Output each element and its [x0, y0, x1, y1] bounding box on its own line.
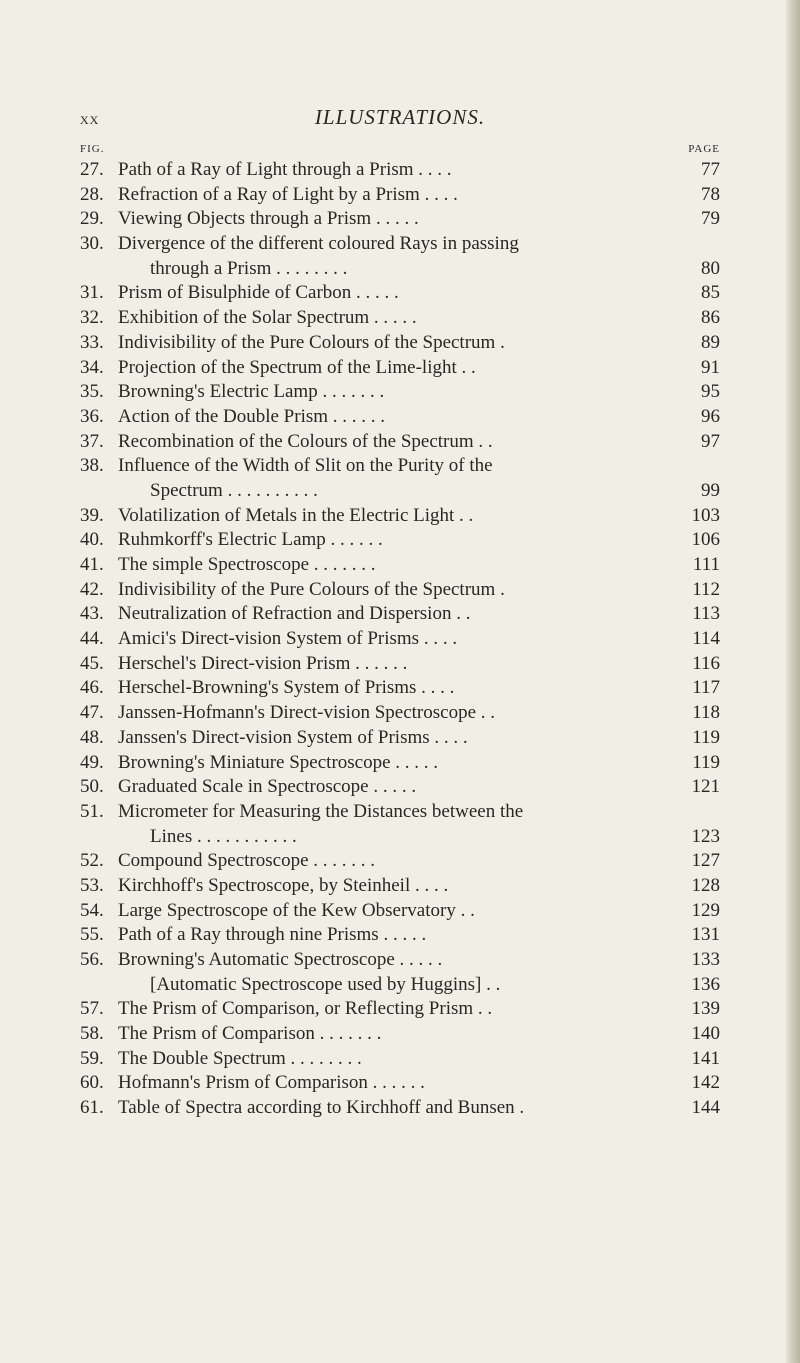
list-item: [80, 849, 720, 874]
list-item: [80, 923, 720, 948]
figure-title: Recombination of the Colours of the Spectrum . .: [118, 430, 493, 452]
list-item: [80, 578, 720, 603]
page-reference: 111: [692, 554, 720, 575]
page-reference: 91: [701, 356, 720, 378]
figure-title: Browning's Automatic Spectroscope . . . . .: [118, 949, 443, 970]
figure-title: Path of a Ray of Light through a Prism . . . .: [118, 159, 452, 180]
page-reference: 136: [691, 973, 720, 995]
page-reference: 118: [692, 702, 720, 724]
figure-title: Divergence of the different coloured Rays in passing: [118, 233, 519, 255]
list-item: [80, 553, 720, 578]
page-edge: [786, 0, 800, 1363]
page-reference: 112: [692, 578, 720, 600]
page-title: ILLUSTRATIONS.: [314, 105, 486, 129]
figure-title: Indivisibility of the Pure Colours of the Spectrum .: [118, 331, 505, 353]
figure-number: 60.: [80, 1072, 104, 1094]
figure-title: Refraction of a Ray of Light by a Prism . . . .: [118, 183, 458, 205]
page-reference: 80: [701, 257, 720, 279]
figure-number: 59.: [80, 1047, 104, 1069]
figure-number: 39.: [80, 504, 104, 526]
figure-number: 35.: [80, 381, 104, 403]
list-item: [80, 726, 720, 751]
list-item: [80, 207, 720, 232]
figure-title: Spectrum . . . . . . . . . .: [150, 479, 318, 501]
figure-title: The Double Spectrum . . . . . . . .: [118, 1047, 362, 1069]
figure-number: 51.: [80, 800, 104, 822]
page-reference: 144: [691, 1097, 720, 1119]
list-item: [80, 257, 720, 282]
list-item: [80, 405, 720, 430]
page-reference: 119: [692, 751, 720, 773]
list-item: [80, 479, 720, 504]
list-item: [80, 775, 720, 800]
figure-number: 57.: [80, 998, 104, 1020]
figure-number: 55.: [80, 924, 104, 946]
list-item: [80, 1096, 720, 1121]
figure-number: 33.: [80, 331, 104, 353]
figure-title: Amici's Direct-vision System of Prisms . . . .: [118, 628, 458, 650]
figure-number: 37.: [80, 430, 104, 452]
figure-title: Influence of the Width of Slit on the Purity of the: [118, 455, 493, 477]
page-reference: 89: [701, 331, 720, 353]
figure-number: 49.: [80, 751, 104, 773]
page-reference: 97: [701, 430, 720, 452]
list-item: [80, 701, 720, 726]
page-reference: 142: [691, 1072, 720, 1094]
figure-number: 54.: [80, 899, 104, 921]
figure-number: 31.: [80, 282, 104, 304]
list-item: [80, 528, 720, 553]
page-reference: 116: [692, 652, 720, 674]
figure-title: [Automatic Spectroscope used by Huggins] . .: [150, 973, 501, 995]
figure-number: 61.: [80, 1097, 104, 1119]
figure-title: Browning's Electric Lamp . . . . . . .: [118, 381, 385, 403]
list-item: [80, 948, 720, 973]
page-reference: 121: [691, 776, 720, 798]
figure-title: Janssen-Hofmann's Direct-vision Spectroscope . .: [118, 702, 496, 724]
list-item: [80, 1071, 720, 1096]
figure-title: The Prism of Comparison, or Reflecting Prism . .: [118, 998, 493, 1020]
page-reference: 117: [692, 677, 720, 699]
figure-number: 46.: [80, 677, 104, 699]
figure-number: 58.: [80, 1023, 104, 1045]
figure-title: Indivisibility of the Pure Colours of the Spectrum .: [118, 578, 505, 600]
page-reference: 103: [691, 504, 720, 526]
page-reference: 128: [691, 874, 720, 896]
list-item: [80, 183, 720, 208]
figure-title: Lines . . . . . . . . . . .: [150, 825, 297, 847]
list-item: [80, 874, 720, 899]
page-reference: 127: [691, 850, 720, 872]
figure-title: Browning's Miniature Spectroscope . . . . .: [118, 751, 439, 773]
figure-number: 48.: [80, 726, 104, 748]
list-item: [80, 899, 720, 924]
figure-title: Janssen's Direct-vision System of Prisms . . . .: [118, 726, 468, 748]
figure-title: Action of the Double Prism . . . . . .: [118, 405, 386, 427]
page-reference: 114: [692, 628, 720, 650]
figure-number: 27.: [80, 159, 104, 180]
figure-title: Micrometer for Measuring the Distances between the: [118, 800, 524, 822]
figure-title: Projection of the Spectrum of the Lime-light . .: [118, 356, 476, 378]
figure-number: 28.: [80, 183, 104, 205]
figure-number: 41.: [80, 554, 104, 575]
figure-number: 53.: [80, 874, 104, 896]
figure-number: 30.: [80, 233, 104, 255]
figure-title: Viewing Objects through a Prism . . . . .: [118, 208, 419, 230]
page-reference: 141: [691, 1047, 720, 1069]
page-reference: 99: [701, 479, 720, 501]
list-item: [80, 281, 720, 306]
figure-title: Hofmann's Prism of Comparison . . . . . .: [118, 1072, 425, 1094]
column-headings: [80, 143, 720, 159]
list-item: [80, 751, 720, 776]
list-item: [80, 1047, 720, 1072]
page-reference: 123: [691, 825, 720, 847]
page-reference: 139: [691, 998, 720, 1020]
page-reference: 77: [701, 159, 720, 180]
figure-title: Large Spectroscope of the Kew Observatory . .: [118, 899, 475, 921]
figure-title: Prism of Bisulphide of Carbon . . . . .: [118, 282, 399, 304]
figure-title: Volatilization of Metals in the Electric Light . .: [118, 504, 474, 526]
figure-title: The Prism of Comparison . . . . . . .: [118, 1023, 382, 1045]
list-item: [80, 825, 720, 850]
page-reference: 79: [701, 208, 720, 230]
figure-number: 29.: [80, 208, 104, 230]
figure-title: Herschel's Direct-vision Prism . . . . . .: [118, 652, 408, 674]
figure-number: 42.: [80, 578, 104, 600]
list-item: [80, 306, 720, 331]
figure-title: through a Prism . . . . . . . .: [150, 257, 348, 279]
figure-number: 34.: [80, 356, 104, 378]
page-reference: 113: [692, 603, 720, 625]
page-reference: 119: [692, 726, 720, 748]
figure-title: The simple Spectroscope . . . . . . .: [118, 554, 376, 575]
list-item: [80, 232, 720, 257]
figure-number: 50.: [80, 776, 104, 798]
list-item: [80, 973, 720, 998]
page-reference: 86: [701, 307, 720, 329]
page-reference: 129: [691, 899, 720, 921]
list-item: [80, 602, 720, 627]
figure-title: Path of a Ray through nine Prisms . . . . .: [118, 924, 427, 946]
list-item: [80, 1022, 720, 1047]
list-item: [80, 504, 720, 529]
list-item: [80, 627, 720, 652]
page-column-heading: PAGE: [688, 143, 720, 155]
list-item: [80, 430, 720, 455]
page-reference: 85: [701, 282, 720, 304]
list-item: [80, 800, 720, 825]
page-reference: 95: [701, 381, 720, 403]
figure-title: Neutralization of Refraction and Dispersion . .: [118, 603, 471, 625]
list-item: [80, 356, 720, 381]
page-reference: 96: [701, 405, 720, 427]
page-reference: 140: [691, 1023, 720, 1045]
illustrations-list: [80, 158, 720, 1121]
figure-number: 32.: [80, 307, 104, 329]
figure-number: 56.: [80, 949, 104, 970]
list-item: [80, 331, 720, 356]
figure-title: Ruhmkorff's Electric Lamp . . . . . .: [118, 529, 383, 551]
figure-number: 44.: [80, 628, 104, 650]
figure-title: Exhibition of the Solar Spectrum . . . . .: [118, 307, 417, 329]
figure-title: Graduated Scale in Spectroscope . . . . .: [118, 776, 417, 798]
fig-column-heading: FIG.: [80, 143, 105, 155]
page-number: XX: [80, 113, 100, 127]
figure-title: Herschel-Browning's System of Prisms . . . .: [118, 677, 455, 699]
figure-number: 36.: [80, 405, 104, 427]
list-item: [80, 997, 720, 1022]
list-item: [80, 652, 720, 677]
figure-number: 45.: [80, 652, 104, 674]
figure-number: 43.: [80, 603, 104, 625]
list-item: [80, 676, 720, 701]
page-reference: 131: [691, 924, 720, 946]
list-item: [80, 380, 720, 405]
running-head: [80, 105, 720, 135]
figure-number: 38.: [80, 455, 104, 477]
page-reference: 106: [691, 529, 720, 551]
page-reference: 133: [691, 949, 720, 970]
list-item: [80, 158, 720, 183]
figure-title: Table of Spectra according to Kirchhoff and Bunsen .: [118, 1097, 525, 1119]
figure-title: Compound Spectroscope . . . . . . .: [118, 850, 376, 872]
page-reference: 78: [701, 183, 720, 205]
figure-number: 47.: [80, 702, 104, 724]
figure-number: 40.: [80, 529, 104, 551]
figure-number: 52.: [80, 850, 104, 872]
figure-title: Kirchhoff's Spectroscope, by Steinheil . . . .: [118, 874, 449, 896]
list-item: [80, 454, 720, 479]
